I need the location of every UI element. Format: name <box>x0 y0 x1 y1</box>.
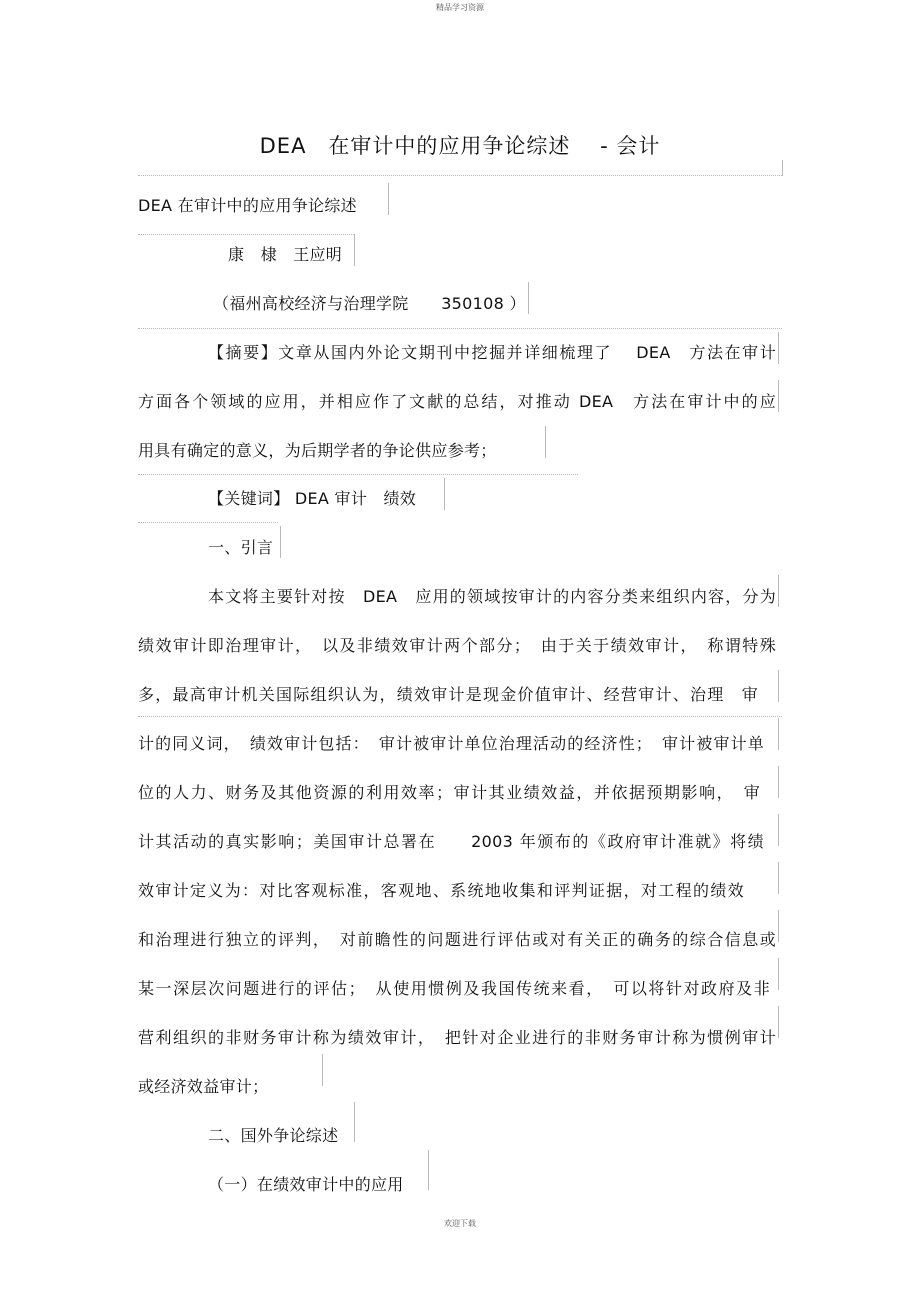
ornament-line <box>778 332 779 364</box>
title-rule <box>138 175 782 176</box>
paragraph-line: 某一深层次问题进行的评估； 从使用惯例及我国传统来看， 可以将针对政府及非 <box>138 979 770 998</box>
paragraph-line: 效审计定义为：对比客观标准，客观地、系统地收集和评判证据，对工程的绩效 <box>138 881 744 900</box>
paragraph-line: 营利组织的非财务审计称为绩效审计， 把针对企业进行的非财务审计称为惯例审计 <box>138 1028 776 1047</box>
paragraph-line: 计的同义词， 绩效审计包括： 审计被审计单位治理活动的经济性； 审计被审计单 <box>138 734 764 753</box>
article-subtitle: DEA 在审计中的应用争论综述 <box>138 196 357 215</box>
document-title: DEA 在审计中的应用争论综述 - 会计 <box>259 134 661 158</box>
title-rule-edge <box>782 160 783 176</box>
paragraph-line: 绩效审计即治理审计， 以及非绩效审计两个部分； 由于关于绩效审计， 称谓特殊 <box>138 636 776 655</box>
paragraph-line: 和治理进行独立的评判， 对前瞻性的问题进行评估或对有关正的确务的综合信息或 <box>138 930 776 949</box>
abstract-line: 用具有确定的意义，为后期学者的争论供应参考； <box>138 441 497 460</box>
ornament-line <box>545 426 546 458</box>
ornament-dots <box>138 474 578 475</box>
ornament-dots <box>138 522 278 523</box>
author-affiliation: （福州高校经济与治理学院 350108 ） <box>213 294 526 313</box>
article-authors: 康 棣 王应明 <box>228 245 343 264</box>
abstract-line: 方面各个领域的应用，并相应作了文献的总结，对推动 DEA 方法在审计中的应 <box>138 392 776 411</box>
ornament-line <box>444 478 445 510</box>
ornament-line <box>778 380 779 412</box>
ornament-line <box>778 575 779 607</box>
ornament-line <box>354 1102 355 1142</box>
ornament-line <box>778 862 779 894</box>
ornament-line <box>388 183 389 215</box>
ornament-line <box>778 910 779 942</box>
ornament-line <box>280 526 281 558</box>
abstract-line: 【摘要】文章从国内外论文期刊中挖掘并详细梳理了 DEA 方法在审计 <box>208 343 776 362</box>
ornament-line <box>322 1054 323 1086</box>
subsection-heading-performance-audit: （一）在绩效审计中的应用 <box>208 1175 404 1194</box>
ornament-line <box>778 958 779 990</box>
keywords: 【关键词】 DEA 审计 绩效 <box>208 489 417 508</box>
ornament-line <box>778 814 779 846</box>
ornament-dots <box>138 328 782 329</box>
ornament-line <box>778 718 779 750</box>
paragraph-line: 多，最高审计机关国际组织认为，绩效审计是现金价值审计、经营审计、治理 审 <box>138 685 758 704</box>
ornament-dots <box>138 716 782 717</box>
page-footer: 欢迎下载 <box>444 1219 476 1228</box>
section-heading-foreign-research: 二、国外争论综述 <box>208 1126 339 1145</box>
paragraph-line: 位的人力、财务及其他资源的利用效率；审计其业绩效益，并依据预期影响， 审 <box>138 783 760 802</box>
ornament-line <box>528 282 529 314</box>
ornament-dots <box>138 234 354 235</box>
ornament-line <box>778 670 779 702</box>
paragraph-line: 或经济效益审计； <box>138 1077 269 1096</box>
paragraph-line: 本文将主要针对按 DEA 应用的领域按审计的内容分类来组织内容，分为 <box>208 587 776 606</box>
ornament-line <box>354 234 355 266</box>
page-header: 精品学习资源 <box>436 3 484 12</box>
section-heading-introduction: 一、引言 <box>208 538 274 557</box>
ornament-line <box>778 1006 779 1038</box>
ornament-line <box>428 1150 429 1190</box>
ornament-line <box>778 766 779 798</box>
paragraph-line: 计其活动的真实影响；美国审计总署在 2003 年颁布的《政府审计准就》将绩 <box>138 832 764 851</box>
